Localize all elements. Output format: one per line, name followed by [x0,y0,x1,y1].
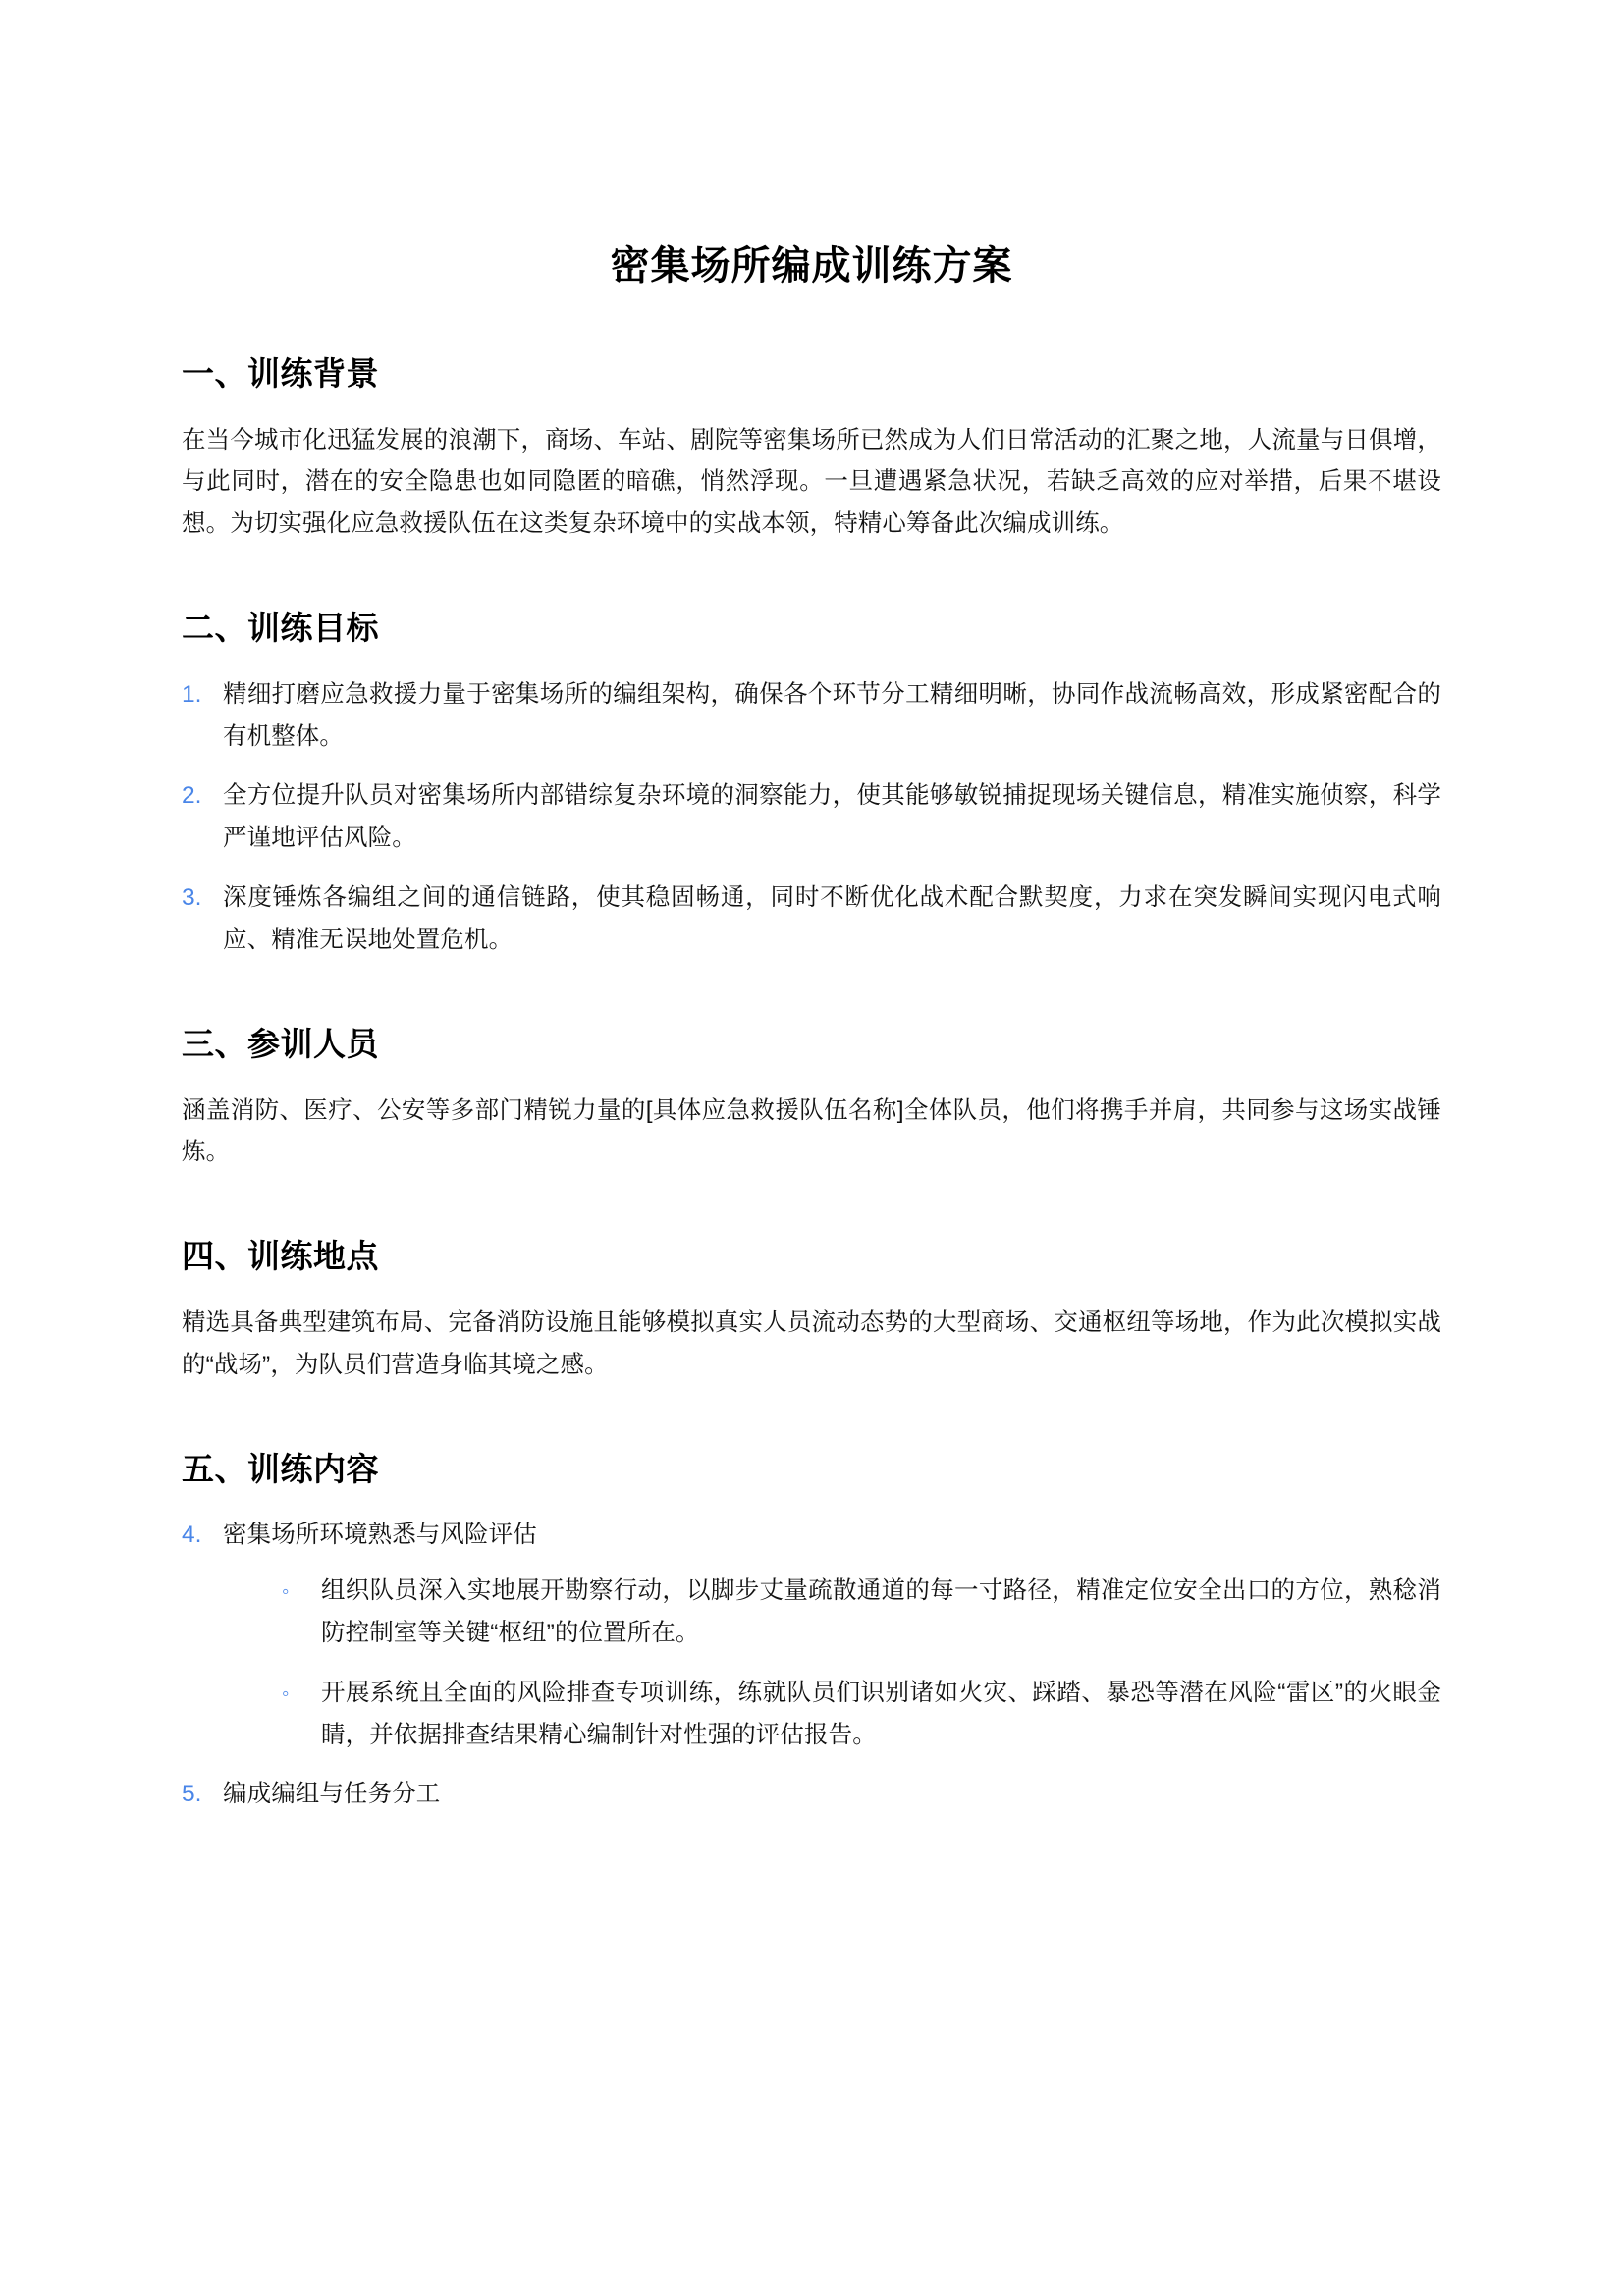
list-item-text: 深度锤炼各编组之间的通信链路，使其稳固畅通，同时不断优化战术配合默契度，力求在突发瞬间实现闪电式响应、精准无误地处置危机。 [223,884,1441,954]
list-item-text: 编成编组与任务分工 [223,1781,441,1808]
list-item [182,1774,1441,1816]
list-item [182,1515,1441,1756]
bullet-circle-icon: ◦ [282,1682,290,1705]
sub-list-item-text: 组织队员深入实地展开勘察行动，以脚步丈量疏散通道的每一寸路径，精准定位安全出口的方位，熟稔消防控制室等关键“枢纽”的位置所在。 [321,1576,1441,1646]
section-heading-3: 三、参训人员 [182,1025,379,1062]
section-heading-4: 四、训练地点 [182,1238,379,1275]
sub-list-item [282,1571,1441,1655]
document-title: 密集场所编成训练方案 [610,244,1013,288]
list-marker: 5. [182,1781,202,1808]
list-item-text: 密集场所环境熟悉与风险评估 [223,1522,537,1549]
section-participants [182,1023,1441,1174]
section-heading-2: 二、训练目标 [182,610,379,647]
list-marker: 2. [182,782,202,810]
bullet-circle-icon: ◦ [282,1579,290,1603]
section-training-location [182,1235,1441,1386]
section-paragraph-4: 精选具备典型建筑布局、完备消防设施且能够模拟真实人员流动态势的大型商场、交通枢纽等场地，作为此次模拟实战的“战场”，为队员们营造身临其境之感。 [182,1308,1441,1378]
objectives-list [182,674,1441,962]
content-list [182,1515,1441,1816]
section-paragraph-3: 涵盖消防、医疗、公安等多部门精锐力量的[具体应急救援队伍名称]全体队员，他们将携手并肩，共同参与这场实战锤炼。 [182,1096,1441,1166]
content-sub-list [223,1571,1441,1757]
section-heading-5: 五、训练内容 [182,1450,379,1487]
list-item [182,674,1441,759]
list-item [182,878,1441,962]
list-item-text: 全方位提升队员对密集场所内部错综复杂环境的洞察能力，使其能够敏锐捕捉现场关键信息，精准实施侦察，科学严谨地评估风险。 [223,782,1441,852]
list-marker: 4. [182,1522,202,1549]
section-paragraph-1: 在当今城市化迅猛发展的浪潮下，商场、车站、剧院等密集场所已然成为人们日常活动的汇聚之地，人流量与日俱增，与此同时，潜在的安全隐患也如同隐匿的暗礁，悄然浮现。一旦遭遇紧急状况，若缺乏高效的应对举措，后果不堪设想。为切实强化应急救援队伍在这类复杂环境中的实战本领，特精心筹备此次编成训练。 [182,426,1441,538]
section-heading-1: 一、训练背景 [182,355,379,392]
list-item [182,775,1441,860]
sub-list-item-text: 开展系统且全面的风险排查专项训练，练就队员们识别诸如火灾、踩踏、暴恐等潜在风险“雷区”的火眼金睛，并依据排查结果精心编制针对性强的评估报告。 [321,1679,1441,1748]
list-marker: 1. [182,680,202,708]
sub-list-item [282,1673,1441,1757]
section-training-objectives [182,607,1441,962]
list-item-text: 精细打磨应急救援力量于密集场所的编组架构，确保各个环节分工精细明晰，协同作战流畅高效，形成紧密配合的有机整体。 [223,680,1441,750]
list-marker: 3. [182,884,202,912]
section-training-content [182,1448,1441,1817]
section-training-background [182,352,1441,546]
